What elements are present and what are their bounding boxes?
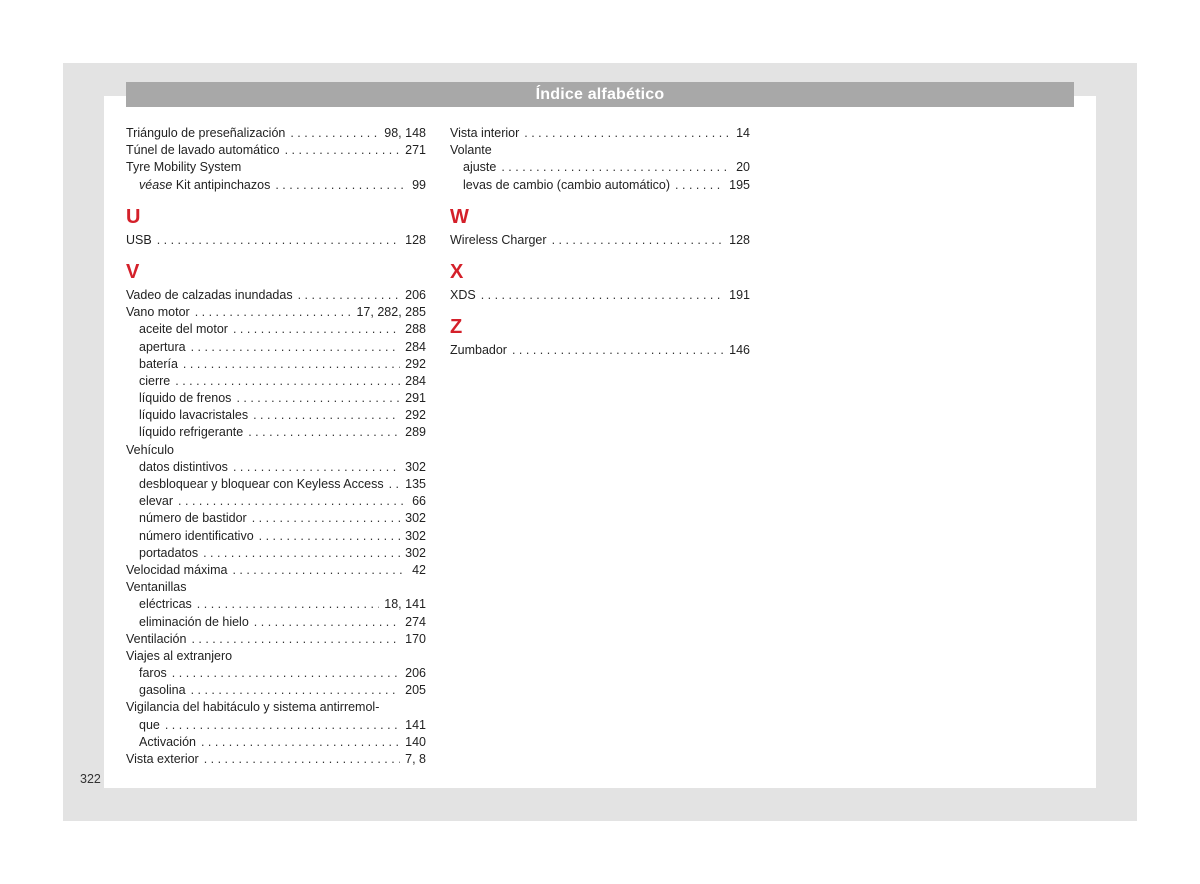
index-subentry [126,528,426,545]
entry-page-ref: 271 [405,143,426,158]
entry-label: que [139,717,160,732]
index-entry [450,342,750,359]
entry-label: líquido lavacristales [139,408,249,423]
entry-label: eléctricas [139,597,192,612]
index-entry [450,287,750,304]
dot-leader [501,159,731,176]
index-subentry [126,424,426,441]
entry-page-ref: 274 [405,614,426,629]
dot-leader [183,356,400,373]
dot-leader [675,177,724,194]
entry-page-ref: 292 [405,356,426,371]
index-subentry [126,390,426,407]
index-entry [126,159,426,176]
entry-page-ref: 284 [405,339,426,354]
entry-label: número de bastidor [139,511,247,526]
index-entry [126,304,426,321]
entry-label: levas de cambio (cambio automático) [463,177,671,192]
index-letter-heading: V [126,260,140,283]
entry-page-ref: 170 [405,631,426,646]
entry-label: Vista interior [450,126,520,140]
entry-page-ref: 146 [729,343,750,358]
entry-label: Vano motor [126,305,190,320]
entry-page-ref: 42 [412,562,426,577]
index-subentry [450,159,750,176]
entry-page-ref: 284 [405,373,426,388]
dot-leader [254,614,400,631]
index-column-left [126,125,426,768]
entry-label: líquido de frenos [139,391,232,406]
index-subentry [126,510,426,527]
index-letter-heading: Z [450,316,463,339]
entry-page-ref: 302 [405,545,426,560]
entry-label: Triángulo de preseñalización [126,126,286,140]
index-letter-heading: U [126,205,141,228]
page-number: 322 [80,772,101,786]
index-subentry [126,373,426,390]
index-subentry [126,459,426,476]
entry-prefix: véase [139,177,173,192]
index-subentry [126,734,426,751]
entry-page-ref: 302 [405,511,426,526]
dot-leader [203,545,400,562]
entry-page-ref: 99 [412,177,426,192]
entry-label: Ventanillas [126,580,187,595]
entry-label: líquido refrigerante [139,425,244,440]
index-entry [126,232,426,249]
index-subentry [126,177,426,194]
entry-label: Vadeo de calzadas inundadas [126,287,293,302]
entry-page-ref: 135 [405,477,426,491]
index-subentry [126,407,426,424]
index-subentry [126,476,426,493]
entry-page-ref: 302 [405,528,426,543]
index-subentry [126,614,426,631]
index-entry [126,631,426,648]
entry-page-ref: 141 [405,717,426,732]
index-entry [126,562,426,579]
dot-leader [298,287,401,304]
dot-leader [233,459,400,476]
dot-leader [165,717,400,734]
entry-page-ref: 66 [412,494,426,509]
entry-page-ref: 195 [729,177,750,192]
dot-leader [204,751,400,768]
entry-page-ref: 191 [729,287,750,302]
index-entry [126,142,426,159]
index-subentry [126,545,426,562]
entry-page-ref: 288 [405,322,426,337]
entry-label: batería [139,356,178,371]
entry-label [139,177,270,194]
entry-label: Túnel de lavado automático [126,143,280,158]
dot-leader [524,125,731,142]
dot-leader [175,373,400,390]
dot-leader [285,142,401,159]
entry-label: Tyre Mobility System [126,160,242,175]
index-entry [126,648,426,665]
index-entry [126,751,426,768]
dot-leader [191,339,401,356]
entry-label: XDS [450,287,476,302]
index-subentry [126,321,426,338]
entry-label: Wireless Charger [450,232,547,247]
index-column-right [450,125,750,359]
entry-label: apertura [139,339,186,354]
entry-page-ref: 140 [405,734,426,749]
entry-label: Zumbador [450,343,507,358]
entry-page-ref: 206 [405,287,426,302]
dot-leader [512,342,724,359]
entry-label: cierre [139,373,171,388]
dot-leader [248,424,400,441]
entry-label: Ventilación [126,631,187,646]
entry-label: faros [139,666,167,681]
entry-page-ref: 205 [405,683,426,698]
index-entry [450,142,750,159]
entry-label: aceite del motor [139,322,228,337]
dot-leader [552,232,725,249]
index-subentry [126,682,426,699]
entry-page-ref: 128 [729,232,750,247]
entry-label: Viajes al extranjero [126,648,233,663]
entry-label: datos distintivos [139,459,228,474]
dot-leader [290,125,379,142]
section-header: Índice alfabético [126,82,1074,107]
entry-page-ref: 128 [405,232,426,247]
index-letter-heading: W [450,205,469,228]
dot-leader [197,596,379,613]
dot-leader [191,631,400,648]
index-subentry [450,177,750,194]
index-entry [450,232,750,249]
dot-leader [232,562,407,579]
dot-leader [236,390,400,407]
entry-page-ref: 98, 148 [384,126,426,140]
index-entry [126,287,426,304]
entry-label: eliminación de hielo [139,614,249,629]
entry-label: Vehículo [126,442,174,457]
index-entry [450,125,750,142]
entry-page-ref: 291 [405,391,426,406]
index-subentry [126,356,426,373]
dot-leader [259,528,400,545]
index-entry [126,442,426,459]
index-subentry [126,717,426,734]
entry-label: Activación [139,734,196,749]
entry-label: gasolina [139,683,186,698]
entry-label-text: Kit antipinchazos [172,177,271,192]
index-subentry [126,493,426,510]
dot-leader [253,407,400,424]
entry-label: ajuste [463,160,497,175]
entry-page-ref: 7, 8 [405,752,426,766]
entry-label: portadatos [139,545,199,560]
dot-leader [195,304,352,321]
dot-leader [275,177,407,194]
entry-label: Vigilancia del habitáculo y sistema antirremol- [126,700,380,715]
entry-label: Velocidad máxima [126,562,228,577]
index-subentry [126,665,426,682]
dot-leader [233,321,400,338]
entry-label: desbloquear y bloquear con Keyless Access [139,477,384,491]
dot-leader [191,682,401,699]
dot-leader [178,493,407,510]
entry-page-ref: 18, 141 [384,597,426,612]
dot-leader [389,476,401,493]
entry-label: USB [126,232,152,247]
entry-page-ref: 302 [405,459,426,474]
dot-leader [252,510,400,527]
index-subentry [126,596,426,613]
index-letter-heading: X [450,260,464,283]
entry-page-ref: 17, 282, 285 [356,305,426,320]
entry-label: Vista exterior [126,752,199,766]
entry-page-ref: 20 [736,160,750,175]
dot-leader [201,734,400,751]
entry-label: Volante [450,143,492,158]
entry-label: número identificativo [139,528,254,543]
dot-leader [172,665,400,682]
entry-label: elevar [139,494,174,509]
dot-leader [157,232,400,249]
entry-page-ref: 14 [736,126,750,140]
entry-page-ref: 289 [405,425,426,440]
entry-page-ref: 292 [405,408,426,423]
index-entry [126,579,426,596]
dot-leader [481,287,724,304]
index-entry [126,125,426,142]
entry-page-ref: 206 [405,666,426,681]
index-entry [126,699,426,716]
index-subentry [126,339,426,356]
